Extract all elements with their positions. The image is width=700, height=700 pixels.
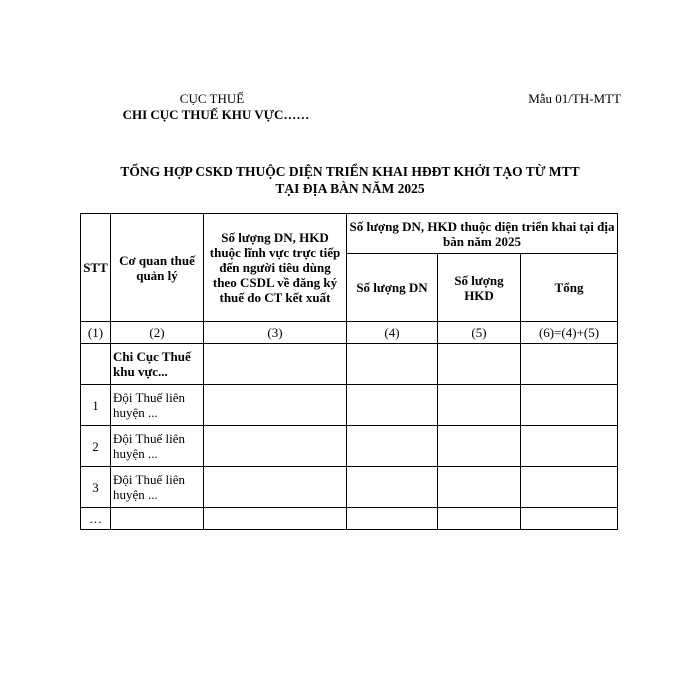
code-cell: (1): [81, 322, 111, 344]
header-agency: Cơ quan thuế quản lý: [111, 214, 204, 322]
sub-agency-name: CHI CỤC THUẾ KHU VỰC……: [122, 107, 310, 122]
row-agency-name: Đội Thuế liên huyện ...: [111, 426, 204, 467]
empty-cell[interactable]: [347, 467, 438, 508]
code-cell: (5): [438, 322, 521, 344]
row-agency-name: Đội Thuế liên huyện ...: [111, 467, 204, 508]
row-agency-name: Chi Cục Thuế khu vực...: [111, 344, 204, 385]
row-stt: [81, 344, 111, 385]
empty-cell[interactable]: [204, 508, 347, 530]
code-cell: (2): [111, 322, 204, 344]
empty-cell[interactable]: [438, 344, 521, 385]
empty-cell[interactable]: [521, 467, 618, 508]
empty-cell[interactable]: [204, 344, 347, 385]
empty-cell[interactable]: [521, 426, 618, 467]
empty-cell[interactable]: [347, 508, 438, 530]
empty-cell[interactable]: [204, 426, 347, 467]
empty-cell[interactable]: [204, 385, 347, 426]
empty-cell[interactable]: [347, 344, 438, 385]
title-line-2: TẠI ĐỊA BÀN NĂM 2025: [275, 181, 425, 196]
empty-cell[interactable]: [521, 344, 618, 385]
empty-cell[interactable]: [204, 467, 347, 508]
header-row-1: [81, 214, 618, 254]
empty-cell[interactable]: [438, 508, 521, 530]
row-agency-name: Đội Thuế liên huyện ...: [111, 385, 204, 426]
row-stt: 3: [81, 467, 111, 508]
header-stt: STT: [81, 214, 111, 322]
table-row: [81, 385, 618, 426]
title-line-1: TỔNG HỢP CSKD THUỘC DIỆN TRIỂN KHAI HĐĐT KHỞI TẠO TỪ MTT: [120, 164, 580, 179]
empty-cell[interactable]: [347, 426, 438, 467]
table-row: [81, 508, 618, 530]
empty-cell[interactable]: [438, 385, 521, 426]
code-cell: (4): [347, 322, 438, 344]
form-code: Mẫu 01/TH-MTT: [528, 91, 621, 106]
agency-name: CỤC THUẾ: [179, 91, 245, 106]
header-total: Tổng: [521, 254, 618, 322]
code-cell: (3): [204, 322, 347, 344]
table-row: [81, 344, 618, 385]
empty-cell[interactable]: [438, 467, 521, 508]
document-title: [80, 163, 620, 197]
header-deployment-group: Số lượng DN, HKD thuộc diện triển khai tại địa bàn năm 2025: [347, 214, 618, 254]
empty-cell[interactable]: [438, 426, 521, 467]
row-stt: 1: [81, 385, 111, 426]
column-code-row: [81, 322, 618, 344]
summary-table: [80, 213, 618, 530]
code-cell: (6)=(4)+(5): [521, 322, 618, 344]
table-row: [81, 426, 618, 467]
header-direct-consumer: Số lượng DN, HKD thuộc lĩnh vực trực tiếp đến người tiêu dùng theo CSDL về đăng ký thuế do CT kết xuất: [204, 214, 347, 322]
empty-cell[interactable]: [111, 508, 204, 530]
empty-cell[interactable]: [521, 508, 618, 530]
empty-cell[interactable]: [521, 385, 618, 426]
row-ellipsis: …: [81, 508, 111, 530]
empty-cell[interactable]: [347, 385, 438, 426]
header-hkd-count: Số lượng HKD: [438, 254, 521, 322]
header-dn-count: Số lượng DN: [347, 254, 438, 322]
row-stt: 2: [81, 426, 111, 467]
table-row: [81, 467, 618, 508]
